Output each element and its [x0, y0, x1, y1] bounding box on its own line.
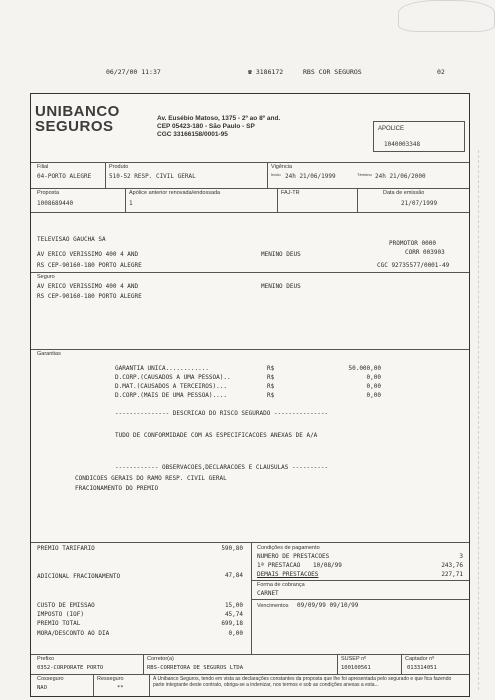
address-line1: Av. Eusébio Matoso, 1375 - 2º ao 8º and. [157, 115, 281, 122]
divider [149, 674, 150, 696]
divider [31, 674, 469, 675]
imposto-value: 45,74 [224, 611, 243, 618]
logo-line1: UNIBANCO [35, 103, 120, 120]
divider [401, 654, 402, 674]
observacao-line: FRACIONAMENTO DO PREMIO [75, 485, 159, 492]
custo-emissao-value: 15,00 [224, 602, 243, 609]
divider [125, 188, 126, 212]
logo-line2: SEGUROS [35, 118, 114, 135]
divider [251, 542, 252, 654]
garantias-label: Garantias [37, 351, 61, 357]
fax-page: 02 [437, 68, 445, 76]
cosseguro-value: NAO [37, 685, 47, 691]
produto-label: Produto [109, 164, 129, 170]
demais-prestacoes-value: 227,71 [441, 571, 463, 578]
divider [31, 272, 469, 273]
corretor-code: CORR 003903 [405, 249, 445, 256]
forma-cobranca-value: CARNET [257, 590, 279, 597]
garantia-value: 0,00 [366, 392, 381, 399]
segurado-cgc: CGC 92735577/0001-49 [377, 262, 450, 269]
apolice-anterior-label: Apólice anterior renovada/endossada [129, 190, 221, 196]
premio-tarifario-label: PREMIO TARIFARIO [37, 545, 95, 552]
company-address [157, 115, 280, 139]
observacoes-title: ------------ OBSERVACOES,DECLARACOES E CLAUSULAS ---------- [115, 464, 329, 471]
seguro-address: AV ERICO VERISSIMO 400 4 AND [37, 283, 139, 290]
fax-sender: RBS COR SEGUROS [303, 68, 362, 76]
proposta-value: 1008689440 [37, 200, 74, 207]
divider [251, 580, 469, 581]
divider [93, 674, 94, 696]
faj-label: FAJ-TR [281, 190, 300, 196]
forma-cobranca-label: Forma de cobrança [257, 582, 305, 588]
fax-phone: ☎ 3186172 [248, 68, 284, 76]
produto-value: 510-52 RESP. CIVIL GERAL [109, 173, 196, 180]
fracionamento-value: 47,84 [224, 572, 243, 579]
emissao-value: 21/07/1999 [401, 200, 438, 207]
demais-prestacoes-label: DEMAIS PRESTACOES [257, 571, 319, 578]
stamp-mark [398, 0, 495, 32]
segurado-cep: RS CEP-90160-180 PORTO ALEGRE [37, 262, 142, 269]
address-line2: CEP 05423-180 - São Paulo - SP [157, 123, 255, 130]
divider [31, 188, 469, 189]
segurado-name: TELEVISAO GAUCHA SA [37, 236, 106, 243]
apolice-number: 1040003348 [384, 141, 421, 148]
inicio-label: Início [271, 172, 281, 177]
segurado-address: AV ERICO VERISSIMO 400 4 AND [37, 251, 139, 258]
corretor-value: RBS-CORRETORA DE SEGUROS LTDA [147, 665, 244, 671]
apolice-box [373, 121, 465, 152]
pagamento-label: Condições de pagamento [257, 545, 320, 551]
mora-value: 0,00 [228, 630, 243, 637]
vigencia-termino: 24h 21/06/2000 [375, 173, 426, 180]
vigencia-label: Vigência [271, 164, 292, 170]
segurado-district: MENINO DEUS [261, 251, 301, 258]
divider [31, 542, 469, 543]
divider [31, 162, 469, 163]
termino-label: Término [357, 172, 372, 177]
primeira-prestacao-label: 1ª PRESTACAO [257, 562, 301, 569]
fracionamento-label: ADICIONAL FRACIONAMENTO [37, 573, 121, 580]
divider [267, 162, 268, 188]
premio-total-label: PREMIO TOTAL [37, 620, 81, 627]
vencimentos-label: Vencimentos [257, 603, 289, 609]
risco-title: --------------- DESCRICAO DO RISCO SEGURADO --------------- [115, 410, 329, 417]
policy-form [30, 93, 470, 697]
garantia-value: 50.000,00 [348, 365, 381, 372]
primeira-prestacao-date: 10/08/99 [313, 562, 342, 569]
vencimentos-values: 09/09/99 09/10/99 [297, 602, 359, 609]
fax-datetime: 06/27/00 11:37 [106, 68, 161, 76]
garantia-desc: D.MAT.(CAUSADOS A TERCEIROS)... [115, 383, 227, 390]
garantia-currency: R$ [267, 365, 275, 372]
risco-text: TUDO DE CONFORMIDADE COM AS ESPECIFICACOES ANEXAS DE A/A [115, 432, 318, 439]
imposto-label: IMPOSTO (IOF) [37, 611, 84, 618]
garantia-desc: GARANTIA UNICA............ [115, 365, 209, 372]
susep-label: SUSEP nº [341, 656, 367, 662]
primeira-prestacao-value: 243,76 [441, 562, 463, 569]
seguro-district: MENINO DEUS [261, 283, 301, 290]
address-line3: CGC 33166158/0001-95 [157, 131, 228, 138]
filial-label: Filial [37, 164, 49, 170]
captador-value: 013314051 [407, 665, 437, 671]
unibanco-logo [35, 104, 127, 138]
premio-total-value: 699,18 [221, 620, 243, 627]
proposta-label: Proposta [37, 190, 60, 196]
prefixo-value: 0352-CORPORATE PORTO [37, 665, 104, 671]
corretor-label: Corretor(a) [147, 656, 174, 662]
captador-label: Captador nº [405, 656, 435, 662]
premio-tarifario-value: 590,80 [221, 545, 243, 552]
garantia-desc: D.CORP.(CAUSADOS A UMA PESSOA).. [115, 374, 231, 381]
observacao-line: CONDICOES GERAIS DO RAMO RESP. CIVIL GERAL [75, 475, 227, 482]
divider [31, 212, 469, 213]
divider [357, 188, 358, 212]
divider [31, 349, 469, 350]
vigencia-inicio: 24h 21/06/1999 [285, 173, 336, 180]
garantia-value: 0,00 [366, 374, 381, 381]
apolice-label: APOLICE [378, 126, 405, 132]
promotor: PROMOTOR 0000 [389, 240, 436, 247]
seguro-cep: RS CEP-90160-180 PORTO ALEGRE [37, 293, 142, 300]
seguro-label: Seguro [37, 274, 55, 280]
garantia-currency: R$ [267, 392, 275, 399]
garantia-value: 0,00 [366, 383, 381, 390]
divider [31, 654, 469, 655]
divider [143, 654, 144, 674]
cosseguro-label: Cosseguro [37, 676, 64, 682]
divider [105, 162, 106, 188]
divider [251, 599, 469, 600]
page-edge [478, 150, 487, 690]
prefixo-label: Prefixo [37, 656, 55, 662]
garantia-currency: R$ [267, 383, 275, 390]
garantia-desc: D.CORP.(MAIS DE UMA PESSOA).... [115, 392, 227, 399]
apolice-anterior-value: 1 [129, 200, 133, 207]
divider [337, 654, 338, 674]
num-prestacoes-label: NUMERO DE PRESTACOES [257, 553, 330, 560]
filial-value: 04-PORTO ALEGRE [37, 173, 92, 180]
num-prestacoes-value: 3 [459, 553, 463, 560]
susep-value: 100100561 [341, 665, 371, 671]
custo-emissao-label: CUSTO DE EMISSAO [37, 602, 95, 609]
disclaimer-text: A Unibanco Seguros, tendo em vista as declarações constantes da proposta que lhe foi apresentada pelo segurado e que fica fazendo parte integrante deste contrato, obriga-se a indenizar, nos termos e sob as condições anexas a esta... [153, 676, 452, 688]
resseguro-value: ** [117, 685, 124, 691]
mora-label: MORA/DESCONTO AO DIA [37, 630, 110, 637]
divider [277, 188, 278, 212]
emissao-label: Data de emissão [383, 190, 425, 196]
garantia-currency: R$ [267, 374, 275, 381]
resseguro-label: Resseguro [97, 676, 124, 682]
